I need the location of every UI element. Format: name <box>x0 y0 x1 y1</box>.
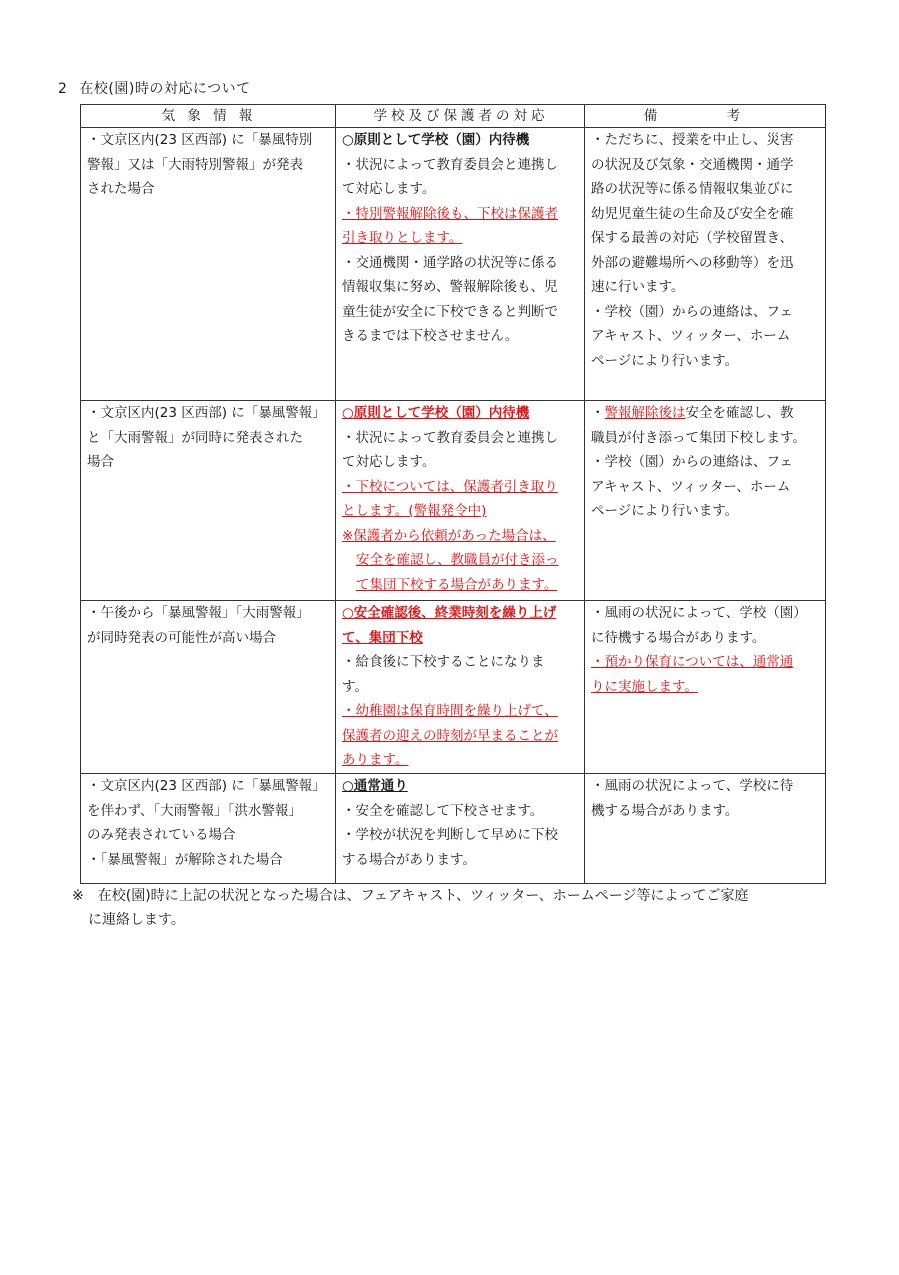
remarks-line: 速に行います。 <box>591 279 685 295</box>
condition-line: 警報」又は「大雨特別警報」が発表 <box>87 156 303 173</box>
header-response: 学校及び保護者の対応 <box>336 105 585 128</box>
response-title: ○安全確認後、終業時刻を繰り上げ <box>342 605 557 621</box>
remarks-cell <box>585 601 826 774</box>
remarks-line: の状況及び気象・交通機関・通学 <box>591 156 794 173</box>
header-weather-info: 気 象 情 報 <box>81 105 336 128</box>
remarks-line: ・学校（園）からの連絡は、フェ <box>591 454 793 470</box>
remarks-line: 外部の避難場所への移動等）を迅 <box>591 254 794 271</box>
remarks-text: 安全を確認し、教 <box>685 405 794 421</box>
remarks-line: ページにより行います。 <box>591 352 739 369</box>
response-title: て、集団下校 <box>342 629 423 646</box>
response-line: ・給食後に下校することになりま <box>342 654 545 670</box>
table-header-row <box>81 105 826 128</box>
footnote-mark: ※ <box>72 888 84 904</box>
condition-cell <box>81 774 336 884</box>
remarks-line: ・学校（園）からの連絡は、フェ <box>591 303 793 320</box>
condition-line: ・文京区内(23 区西部) に「暴風警報」 <box>87 778 326 794</box>
remarks-line: ページにより行います。 <box>591 503 739 519</box>
response-red-line: 保護者の迎えの時刻が早まることが <box>342 727 558 744</box>
table-row <box>81 774 826 884</box>
condition-line: 場合 <box>87 454 114 470</box>
remarks-red-text: 警報解除後は <box>604 405 686 421</box>
footnote-line: に連絡します。 <box>88 912 185 928</box>
remarks-cell <box>585 401 826 601</box>
response-red-line: とします。(警報発令中) <box>342 503 487 519</box>
weather-response-table <box>80 104 826 884</box>
condition-line: のみ発表されている場合 <box>87 827 236 843</box>
condition-line: ・「暴風警報」が解除された場合 <box>87 851 283 868</box>
response-line: ・状況によって教育委員会と連携し <box>342 429 558 446</box>
response-red-line: ・幼稚園は保育時間を繰り上げて、 <box>342 703 558 719</box>
response-line: て対応します。 <box>342 181 436 197</box>
remarks-line: ・ただちに、授業を中止し、災害 <box>591 132 794 148</box>
section-title: 在校(園)時の対応について <box>79 81 251 97</box>
response-line: て対応します。 <box>342 454 436 470</box>
condition-line: と「大雨警報」が同時に発表された <box>87 429 303 446</box>
condition-line: が同時発表の可能性が高い場合 <box>87 629 276 646</box>
condition-line: ・午後から「暴風警報」「大雨警報」 <box>87 605 310 621</box>
response-note-line: ※保護者から依頼があった場合は、 <box>342 527 556 544</box>
response-cell <box>336 128 585 401</box>
remarks-line: に待機する場合があります。 <box>591 629 766 646</box>
response-line: ・安全を確認して下校させます。 <box>342 802 544 819</box>
remarks-line: 職員が付き添って集団下校します。 <box>591 429 806 446</box>
response-line: ・状況によって教育委員会と連携し <box>342 156 558 173</box>
response-line: す。 <box>342 678 368 695</box>
response-title: ○通常通り <box>342 778 408 794</box>
remarks-line: アキャスト、ツィッター、ホーム <box>591 328 791 344</box>
footnote <box>72 884 862 932</box>
condition-cell <box>81 601 336 774</box>
header-remarks: 備 考 <box>585 105 826 128</box>
remarks-red-line: ・預かり保育については、通常通 <box>591 654 794 670</box>
response-line: ・学校が状況を判断して早めに下校 <box>342 827 558 843</box>
condition-line: ・文京区内(23 区西部) に「暴風特別 <box>87 132 313 148</box>
table-row <box>81 601 826 774</box>
condition-line: を伴わず、「大雨警報」「洪水警報」 <box>87 802 302 819</box>
response-line: きるまでは下校させません。 <box>342 328 519 344</box>
condition-cell <box>81 401 336 601</box>
response-title: ○原則として学校（園）内待機 <box>342 405 530 421</box>
remarks-line: 保する最善の対応（学校留置き、 <box>591 230 793 246</box>
response-note-line: て集団下校する場合があります。 <box>356 576 558 593</box>
remarks-line: 幼児児童生徒の生命及び安全を確 <box>591 205 794 222</box>
condition-line: された場合 <box>87 181 155 197</box>
table-row <box>81 128 826 401</box>
remarks-line: 機する場合があります。 <box>591 802 739 819</box>
remarks-line: ・警報解除後は安全を確認し、教 <box>591 405 794 421</box>
remarks-line: 路の状況等に係る情報収集並びに <box>591 181 794 197</box>
remarks-cell <box>585 128 826 401</box>
response-line: する場合があります。 <box>342 851 476 868</box>
remarks-line: アキャスト、ツィッター、ホーム <box>591 478 791 495</box>
response-cell <box>336 401 585 601</box>
remarks-red-line: りに実施します。 <box>591 678 698 695</box>
response-note-line: 安全を確認し、教職員が付き添っ <box>356 552 559 568</box>
table-row <box>81 401 826 601</box>
response-red-line: あります。 <box>342 752 409 768</box>
condition-cell <box>81 128 336 401</box>
section-heading <box>58 78 251 98</box>
remarks-cell <box>585 774 826 884</box>
remarks-line: ・風雨の状況によって、学校（園） <box>591 605 807 621</box>
response-title: ○原則として学校（園）内待機 <box>342 132 530 148</box>
footnote-line: 在校(園)時に上記の状況となった場合は、フェアキャスト、ツィッター、ホームページ等によってご家庭 <box>97 888 749 904</box>
response-line: ・交通機関・通学路の状況等に係る <box>342 254 558 271</box>
response-line: 童生徒が安全に下校できると判断で <box>342 303 558 320</box>
remarks-line: ・風雨の状況によって、学校に待 <box>591 778 794 794</box>
response-cell <box>336 601 585 774</box>
condition-line: ・文京区内(23 区西部) に「暴風警報」 <box>87 405 326 421</box>
response-red-line: ・下校については、保護者引き取り <box>342 478 558 495</box>
response-red-line: ・特別警報解除後も、下校は保護者 <box>342 205 558 222</box>
section-number: 2 <box>58 81 68 97</box>
response-red-line: 引き取りとします。 <box>342 230 463 246</box>
response-cell <box>336 774 585 884</box>
response-line: 情報収集に努め、警報解除後も、児 <box>342 279 558 295</box>
